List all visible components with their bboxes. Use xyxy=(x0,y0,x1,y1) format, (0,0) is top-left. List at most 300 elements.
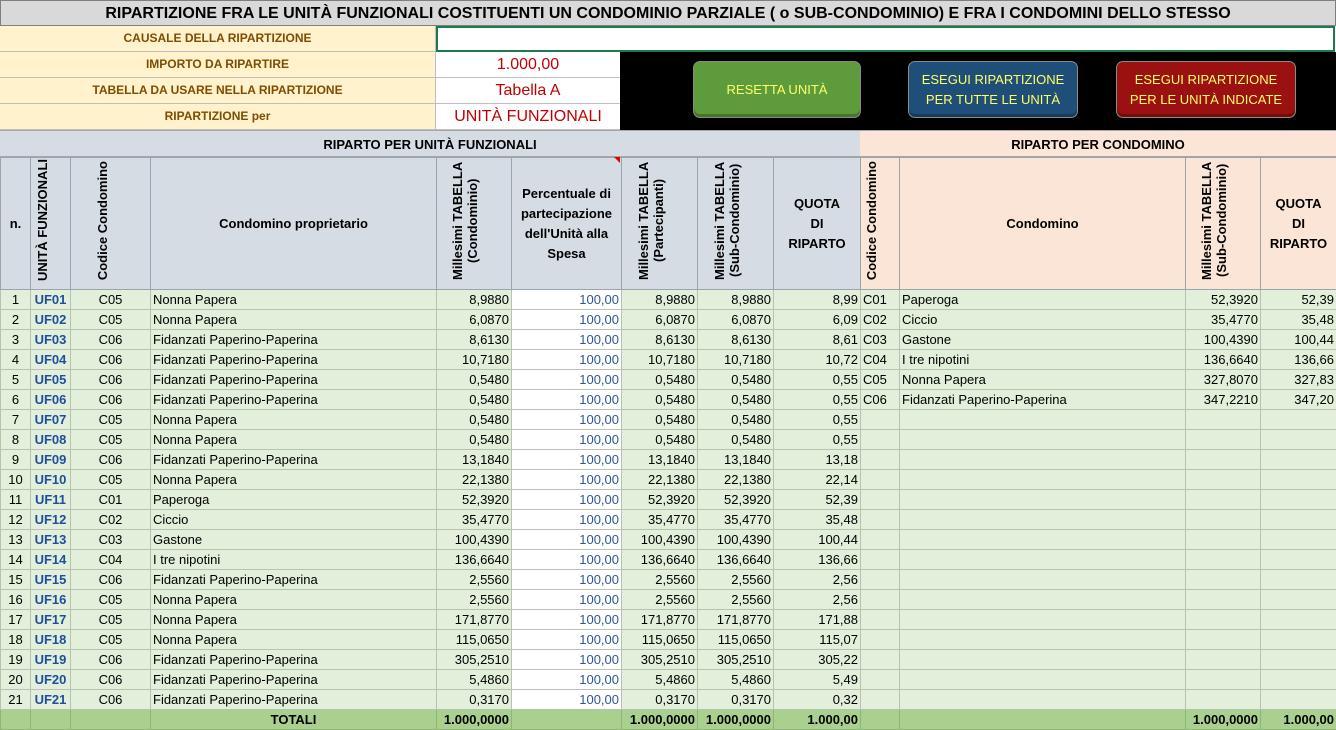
tabella-label: TABELLA DA USARE NELLA RIPARTIZIONE xyxy=(0,78,436,104)
percentuale-input[interactable]: 100,00 xyxy=(512,530,622,550)
mill-partecipanti: 0,5480 xyxy=(622,390,698,410)
condomino-code: C05 xyxy=(71,630,151,650)
percentuale-input[interactable]: 100,00 xyxy=(512,510,622,530)
reset-units-button[interactable] xyxy=(693,61,861,118)
r-quota-riparto: 35,48 xyxy=(1261,310,1336,330)
table-row xyxy=(1,690,1336,710)
mill-sub-condominio: 6,0870 xyxy=(698,310,774,330)
r-empty-cell xyxy=(861,590,900,610)
mill-condominio: 100,4390 xyxy=(437,530,512,550)
mill-partecipanti: 35,4770 xyxy=(622,510,698,530)
totals-label: TOTALI xyxy=(151,710,437,730)
r-empty-cell xyxy=(900,490,1186,510)
mill-sub-condominio: 22,1380 xyxy=(698,470,774,490)
table-body xyxy=(1,290,1336,710)
totals-row xyxy=(1,710,1336,730)
unit-code[interactable]: UF03 xyxy=(31,330,71,350)
mill-partecipanti: 0,5480 xyxy=(622,410,698,430)
unit-code[interactable]: UF10 xyxy=(31,470,71,490)
condomino-code: C05 xyxy=(71,430,151,450)
mill-partecipanti: 22,1380 xyxy=(622,470,698,490)
mill-sub-condominio: 0,3170 xyxy=(698,690,774,710)
header-codice xyxy=(71,158,151,290)
mill-partecipanti: 171,8770 xyxy=(622,610,698,630)
percentuale-input[interactable]: 100,00 xyxy=(512,430,622,450)
causale-label: CAUSALE DELLA RIPARTIZIONE xyxy=(0,26,436,52)
owner-name: Nonna Papera xyxy=(151,610,437,630)
percentuale-input[interactable]: 100,00 xyxy=(512,610,622,630)
row-number: 6 xyxy=(1,390,31,410)
run-selected-units-button[interactable] xyxy=(1116,61,1296,118)
r-condomino-name: Fidanzati Paperino-Paperina xyxy=(900,390,1186,410)
mill-condominio: 5,4860 xyxy=(437,670,512,690)
quota-riparto: 305,22 xyxy=(774,650,861,670)
quota-riparto: 2,56 xyxy=(774,590,861,610)
table-row xyxy=(1,610,1336,630)
r-quota-riparto: 52,39 xyxy=(1261,290,1336,310)
r-quota-riparto: 100,44 xyxy=(1261,330,1336,350)
r-empty-cell xyxy=(1261,490,1336,510)
header-r-mill-sub-text: Millesimi TABELLA (Sub-Condominio) xyxy=(1199,161,1229,280)
r-condomino-name: Gastone xyxy=(900,330,1186,350)
owner-name: Nonna Papera xyxy=(151,630,437,650)
percentuale-input[interactable]: 100,00 xyxy=(512,470,622,490)
mill-condominio: 171,8770 xyxy=(437,610,512,630)
unit-code[interactable]: UF02 xyxy=(31,310,71,330)
totals-empty-rcod xyxy=(861,710,900,730)
owner-name: Fidanzati Paperino-Paperina xyxy=(151,330,437,350)
mill-sub-condominio: 10,7180 xyxy=(698,350,774,370)
r-condomino-name: Paperoga xyxy=(900,290,1186,310)
mill-partecipanti: 115,0650 xyxy=(622,630,698,650)
r-mill-sub-condominio: 347,2210 xyxy=(1186,390,1261,410)
table-row xyxy=(1,530,1336,550)
r-empty-cell xyxy=(900,550,1186,570)
totals-empty-uf xyxy=(31,710,71,730)
unit-code[interactable]: UF21 xyxy=(31,690,71,710)
owner-name: Gastone xyxy=(151,530,437,550)
mill-condominio: 0,3170 xyxy=(437,690,512,710)
importo-label: IMPORTO DA RIPARTIRE xyxy=(0,52,436,78)
unit-code[interactable]: UF18 xyxy=(31,630,71,650)
r-empty-cell xyxy=(900,670,1186,690)
condomino-code: C06 xyxy=(71,350,151,370)
mill-partecipanti: 10,7180 xyxy=(622,350,698,370)
r-condomino-name: I tre nipotini xyxy=(900,350,1186,370)
mill-partecipanti: 0,3170 xyxy=(622,690,698,710)
r-empty-cell xyxy=(900,570,1186,590)
r-empty-cell xyxy=(1186,690,1261,710)
r-empty-cell xyxy=(900,510,1186,530)
r-quota-riparto: 347,20 xyxy=(1261,390,1336,410)
r-empty-cell xyxy=(900,590,1186,610)
r-mill-sub-condominio: 100,4390 xyxy=(1186,330,1261,350)
sheet-title: RIPARTIZIONE FRA LE UNITÀ FUNZIONALI COSTITUENTI UN CONDOMINIO PARZIALE ( o SUB-CONDOMINIO) E FRA I CONDOMINI DELLO STESSO xyxy=(0,0,1336,26)
r-empty-cell xyxy=(900,650,1186,670)
mill-partecipanti: 5,4860 xyxy=(622,670,698,690)
mill-condominio: 2,5560 xyxy=(437,590,512,610)
table-row xyxy=(1,450,1336,470)
percentuale-input[interactable]: 100,00 xyxy=(512,310,622,330)
unit-code[interactable]: UF09 xyxy=(31,450,71,470)
percentuale-input[interactable]: 100,00 xyxy=(512,410,622,430)
header-mill-sub xyxy=(698,158,774,290)
run-selected-units-button-label xyxy=(1130,70,1282,110)
mill-partecipanti: 0,5480 xyxy=(622,430,698,450)
unit-code[interactable]: UF20 xyxy=(31,670,71,690)
header-perc: Percentuale di partecipazione dell'Unità alla Spesa xyxy=(512,158,622,290)
percentuale-input[interactable]: 100,00 xyxy=(512,350,622,370)
mill-sub-condominio: 0,5480 xyxy=(698,410,774,430)
run-all-line-2: PER TUTTE LE UNITÀ xyxy=(925,91,1061,107)
totals-empty-pct xyxy=(512,710,622,730)
run-all-units-button[interactable] xyxy=(908,61,1078,118)
percentuale-input[interactable]: 100,00 xyxy=(512,570,622,590)
r-empty-cell xyxy=(900,690,1186,710)
mill-condominio: 136,6640 xyxy=(437,550,512,570)
header-proprietario: Condomino proprietario xyxy=(151,158,437,290)
mill-partecipanti: 2,5560 xyxy=(622,570,698,590)
r-condomino-code: C03 xyxy=(861,330,900,350)
mill-sub-condominio: 305,2510 xyxy=(698,650,774,670)
r-empty-cell xyxy=(1261,550,1336,570)
r-empty-cell xyxy=(1261,590,1336,610)
r-empty-cell xyxy=(861,610,900,630)
owner-name: Nonna Papera xyxy=(151,590,437,610)
r-condomino-code: C04 xyxy=(861,350,900,370)
quota-riparto: 8,61 xyxy=(774,330,861,350)
unit-code[interactable]: UF16 xyxy=(31,590,71,610)
r-empty-cell xyxy=(1186,570,1261,590)
mill-condominio: 0,5480 xyxy=(437,430,512,450)
unit-code[interactable]: UF17 xyxy=(31,610,71,630)
r-empty-cell xyxy=(900,630,1186,650)
r-empty-cell xyxy=(1186,490,1261,510)
r-empty-cell xyxy=(861,690,900,710)
percentuale-input[interactable]: 100,00 xyxy=(512,670,622,690)
r-empty-cell xyxy=(1186,470,1261,490)
header-n: n. xyxy=(1,158,31,290)
quota-riparto: 5,49 xyxy=(774,670,861,690)
r-empty-cell xyxy=(861,430,900,450)
condomino-code: C05 xyxy=(71,590,151,610)
percentuale-input[interactable]: 100,00 xyxy=(512,390,622,410)
tabella-value[interactable]: Tabella A xyxy=(436,78,620,104)
r-empty-cell xyxy=(1261,450,1336,470)
mill-partecipanti: 13,1840 xyxy=(622,450,698,470)
mill-partecipanti: 305,2510 xyxy=(622,650,698,670)
table-row xyxy=(1,350,1336,370)
header-mill-sub-text: Millesimi TABELLA (Sub-Condominio) xyxy=(711,161,742,280)
quota-riparto: 171,88 xyxy=(774,610,861,630)
owner-name: I tre nipotini xyxy=(151,550,437,570)
percentuale-input[interactable]: 100,00 xyxy=(512,370,622,390)
row-number: 21 xyxy=(1,690,31,710)
mill-sub-condominio: 100,4390 xyxy=(698,530,774,550)
mill-sub-condominio: 2,5560 xyxy=(698,590,774,610)
mill-partecipanti: 0,5480 xyxy=(622,370,698,390)
mill-condominio: 0,5480 xyxy=(437,390,512,410)
quota-riparto: 52,39 xyxy=(774,490,861,510)
quota-riparto: 0,55 xyxy=(774,390,861,410)
quota-riparto: 0,55 xyxy=(774,410,861,430)
mill-condominio: 35,4770 xyxy=(437,510,512,530)
r-empty-cell xyxy=(1261,690,1336,710)
condomino-code: C06 xyxy=(71,390,151,410)
condomini-section-title: RIPARTO PER CONDOMINO xyxy=(860,130,1336,157)
run-selected-line-2: PER LE UNITÀ INDICATE xyxy=(1129,91,1283,107)
mill-sub-condominio: 171,8770 xyxy=(698,610,774,630)
r-empty-cell xyxy=(1186,590,1261,610)
r-empty-cell xyxy=(1186,550,1261,570)
r-empty-cell xyxy=(1186,630,1261,650)
r-empty-cell xyxy=(1261,650,1336,670)
quota-riparto: 13,18 xyxy=(774,450,861,470)
reset-units-button-label: RESETTA UNITÀ xyxy=(726,81,828,97)
totals-r-quota: 1.000,00 xyxy=(1261,710,1336,730)
quota-riparto: 10,72 xyxy=(774,350,861,370)
mill-condominio: 52,3920 xyxy=(437,490,512,510)
table-row xyxy=(1,310,1336,330)
mill-sub-condominio: 35,4770 xyxy=(698,510,774,530)
row-number: 3 xyxy=(1,330,31,350)
r-empty-cell xyxy=(1261,470,1336,490)
r-empty-cell xyxy=(1186,450,1261,470)
header-quota: QUOTA DI RIPARTO xyxy=(774,158,861,290)
r-empty-cell xyxy=(1261,530,1336,550)
mill-sub-condominio: 115,0650 xyxy=(698,630,774,650)
row-number: 2 xyxy=(1,310,31,330)
r-empty-cell xyxy=(900,430,1186,450)
unit-code[interactable]: UF12 xyxy=(31,510,71,530)
r-empty-cell xyxy=(1186,430,1261,450)
owner-name: Paperoga xyxy=(151,490,437,510)
mill-condominio: 0,5480 xyxy=(437,410,512,430)
unit-code[interactable]: UF08 xyxy=(31,430,71,450)
quota-riparto: 0,55 xyxy=(774,430,861,450)
row-number: 16 xyxy=(1,590,31,610)
condomino-code: C06 xyxy=(71,450,151,470)
r-empty-cell xyxy=(1186,670,1261,690)
r-empty-cell xyxy=(861,650,900,670)
r-empty-cell xyxy=(1261,630,1336,650)
ripartizione-per-label: RIPARTIZIONE per xyxy=(0,104,436,130)
quota-riparto: 8,99 xyxy=(774,290,861,310)
percentuale-input[interactable]: 100,00 xyxy=(512,450,622,470)
unit-code[interactable]: UF04 xyxy=(31,350,71,370)
r-empty-cell xyxy=(1261,430,1336,450)
header-r-codice-text: Codice Condomino xyxy=(864,160,879,281)
r-mill-sub-condominio: 327,8070 xyxy=(1186,370,1261,390)
r-mill-sub-condominio: 35,4770 xyxy=(1186,310,1261,330)
quota-riparto: 100,44 xyxy=(774,530,861,550)
r-empty-cell xyxy=(861,670,900,690)
mill-condominio: 6,0870 xyxy=(437,310,512,330)
condomino-code: C06 xyxy=(71,370,151,390)
r-empty-cell xyxy=(1261,410,1336,430)
header-mill-part xyxy=(622,158,698,290)
mill-partecipanti: 2,5560 xyxy=(622,590,698,610)
r-empty-cell xyxy=(1261,670,1336,690)
row-number: 13 xyxy=(1,530,31,550)
row-number: 12 xyxy=(1,510,31,530)
mill-condominio: 2,5560 xyxy=(437,570,512,590)
percentuale-input[interactable]: 100,00 xyxy=(512,630,622,650)
causale-input[interactable] xyxy=(436,26,1335,52)
importo-value[interactable]: 1.000,00 xyxy=(436,52,620,78)
r-empty-cell xyxy=(1261,570,1336,590)
owner-name: Nonna Papera xyxy=(151,410,437,430)
mill-sub-condominio: 0,5480 xyxy=(698,390,774,410)
unit-code[interactable]: UF14 xyxy=(31,550,71,570)
owner-name: Fidanzati Paperino-Paperina xyxy=(151,370,437,390)
owner-name: Fidanzati Paperino-Paperina xyxy=(151,350,437,370)
table-row xyxy=(1,490,1336,510)
table-row xyxy=(1,650,1336,670)
percentuale-input[interactable]: 100,00 xyxy=(512,490,622,510)
run-all-units-button-label xyxy=(922,70,1065,110)
percentuale-input[interactable]: 100,00 xyxy=(512,690,622,710)
r-empty-cell xyxy=(900,610,1186,630)
table-row xyxy=(1,510,1336,530)
row-number: 17 xyxy=(1,610,31,630)
table-row xyxy=(1,590,1336,610)
owner-name: Nonna Papera xyxy=(151,310,437,330)
mill-condominio: 8,6130 xyxy=(437,330,512,350)
r-empty-cell xyxy=(1186,610,1261,630)
r-empty-cell xyxy=(900,410,1186,430)
r-empty-cell xyxy=(861,470,900,490)
r-empty-cell xyxy=(1261,610,1336,630)
owner-name: Fidanzati Paperino-Paperina xyxy=(151,690,437,710)
owner-name: Fidanzati Paperino-Paperina xyxy=(151,650,437,670)
totals-mill-cond: 1.000,0000 xyxy=(437,710,512,730)
table-row xyxy=(1,290,1336,310)
quota-riparto: 0,55 xyxy=(774,370,861,390)
quota-riparto: 6,09 xyxy=(774,310,861,330)
r-condomino-name: Ciccio xyxy=(900,310,1186,330)
r-quota-riparto: 327,83 xyxy=(1261,370,1336,390)
r-empty-cell xyxy=(900,470,1186,490)
r-empty-cell xyxy=(1186,650,1261,670)
totals-mill-part: 1.000,0000 xyxy=(622,710,698,730)
r-empty-cell xyxy=(861,410,900,430)
mill-partecipanti: 52,3920 xyxy=(622,490,698,510)
r-empty-cell xyxy=(1186,510,1261,530)
owner-name: Nonna Papera xyxy=(151,290,437,310)
totals-quota: 1.000,00 xyxy=(774,710,861,730)
ripartizione-per-value[interactable]: UNITÀ FUNZIONALI xyxy=(436,104,620,130)
row-number: 10 xyxy=(1,470,31,490)
quota-riparto: 115,07 xyxy=(774,630,861,650)
condomino-code: C05 xyxy=(71,610,151,630)
unit-code[interactable]: UF13 xyxy=(31,530,71,550)
r-empty-cell xyxy=(861,630,900,650)
owner-name: Fidanzati Paperino-Paperina xyxy=(151,450,437,470)
table-row xyxy=(1,370,1336,390)
r-empty-cell xyxy=(861,550,900,570)
owner-name: Fidanzati Paperino-Paperina xyxy=(151,390,437,410)
unit-code[interactable]: UF15 xyxy=(31,570,71,590)
totals-empty-rname xyxy=(900,710,1186,730)
quota-riparto: 22,14 xyxy=(774,470,861,490)
row-number: 7 xyxy=(1,410,31,430)
owner-name: Nonna Papera xyxy=(151,470,437,490)
row-number: 5 xyxy=(1,370,31,390)
mill-condominio: 305,2510 xyxy=(437,650,512,670)
condomino-code: C06 xyxy=(71,330,151,350)
percentuale-input[interactable]: 100,00 xyxy=(512,550,622,570)
totals-empty-cod xyxy=(71,710,151,730)
condomino-code: C01 xyxy=(71,490,151,510)
unit-code[interactable]: UF19 xyxy=(31,650,71,670)
condomino-code: C02 xyxy=(71,510,151,530)
percentuale-input[interactable]: 100,00 xyxy=(512,330,622,350)
table-row xyxy=(1,670,1336,690)
condomino-code: C06 xyxy=(71,670,151,690)
table-row xyxy=(1,550,1336,570)
condomino-code: C03 xyxy=(71,530,151,550)
condomino-code: C05 xyxy=(71,310,151,330)
row-number: 1 xyxy=(1,290,31,310)
comment-indicator-icon[interactable] xyxy=(614,157,620,163)
header-unita xyxy=(31,158,71,290)
mill-sub-condominio: 8,6130 xyxy=(698,330,774,350)
table-row xyxy=(1,330,1336,350)
header-codice-text: Codice Condomino xyxy=(94,160,110,281)
condomino-code: C06 xyxy=(71,690,151,710)
mill-partecipanti: 136,6640 xyxy=(622,550,698,570)
table-row xyxy=(1,430,1336,450)
mill-condominio: 13,1840 xyxy=(437,450,512,470)
condomino-code: C06 xyxy=(71,650,151,670)
unit-code[interactable]: UF01 xyxy=(31,290,71,310)
mill-sub-condominio: 5,4860 xyxy=(698,670,774,690)
mill-condominio: 10,7180 xyxy=(437,350,512,370)
unit-code[interactable]: UF07 xyxy=(31,410,71,430)
header-r-codice xyxy=(861,158,900,290)
table-row xyxy=(1,410,1336,430)
mill-partecipanti: 8,6130 xyxy=(622,330,698,350)
condomino-code: C05 xyxy=(71,470,151,490)
mill-sub-condominio: 0,5480 xyxy=(698,430,774,450)
percentuale-input[interactable]: 100,00 xyxy=(512,290,622,310)
r-condomino-code: C06 xyxy=(861,390,900,410)
run-all-line-1: ESEGUI RIPARTIZIONE xyxy=(921,71,1065,87)
row-number: 15 xyxy=(1,570,31,590)
mill-condominio: 22,1380 xyxy=(437,470,512,490)
row-number: 19 xyxy=(1,650,31,670)
table-row xyxy=(1,470,1336,490)
unit-code[interactable]: UF11 xyxy=(31,490,71,510)
r-empty-cell xyxy=(900,450,1186,470)
run-selected-line-1: ESEGUI RIPARTIZIONE xyxy=(1134,71,1278,87)
unit-code[interactable]: UF06 xyxy=(31,390,71,410)
mill-partecipanti: 8,9880 xyxy=(622,290,698,310)
percentuale-input[interactable]: 100,00 xyxy=(512,590,622,610)
r-condomino-code: C05 xyxy=(861,370,900,390)
mill-sub-condominio: 8,9880 xyxy=(698,290,774,310)
row-number: 20 xyxy=(1,670,31,690)
unit-code[interactable]: UF05 xyxy=(31,370,71,390)
r-mill-sub-condominio: 52,3920 xyxy=(1186,290,1261,310)
totals-r-mill-sub: 1.000,0000 xyxy=(1186,710,1261,730)
percentuale-input[interactable]: 100,00 xyxy=(512,650,622,670)
r-empty-cell xyxy=(861,530,900,550)
row-number: 9 xyxy=(1,450,31,470)
condomino-code: C05 xyxy=(71,410,151,430)
header-unita-text: UNITÀ FUNZIONALI xyxy=(34,159,50,282)
